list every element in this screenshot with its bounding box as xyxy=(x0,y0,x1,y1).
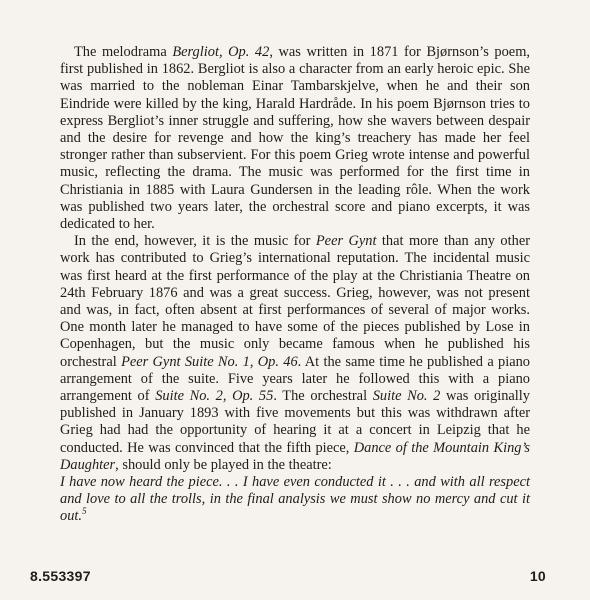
italic-title: Peer Gynt Suite No. 1, Op. 46 xyxy=(121,353,298,370)
italic-title: Peer Gynt xyxy=(315,233,377,250)
footnote-mark: 5 xyxy=(82,506,87,517)
italic-title: Suite No. 2 xyxy=(372,388,441,405)
paragraph-bergliot xyxy=(60,44,530,233)
italic-title: Dance of the Mountain King’s Daughter xyxy=(60,439,530,473)
paragraph-peer-gynt xyxy=(60,233,530,474)
italic-title: Suite No. 2, Op. 55 xyxy=(155,388,274,405)
text-run: , was written in 1871 for Bjørnson’s poem, first published in 1862. Bergliot is also a character from an early heroic epic. She was married to the nobleman Einar Tambarskjelve, when he and their son Eindride were killed by the king, Harald Hardråde. In his poem Bjørnson tries to express Bergliot’s inner struggle and suffering, how she wavers between despair and the desire for revenge and how the king’s treachery has made her feel stronger rather than subservient. For this poem Grieg wrote intense and powerful music, reflecting the drama. The music was performed for the first time in Christiania in 1885 with Laura Gundersen in the leading rôle. When the work was published two years later, the orchestral score and piano excerpts, it was dedicated to her. xyxy=(60,44,530,233)
text-run: The melodrama xyxy=(74,44,173,60)
body-text xyxy=(60,44,530,526)
text-run: . At the same time he published a piano arrangement of the suite. Five years later he followed this with a piano arrangement of xyxy=(60,353,530,405)
italic-title: Bergliot, Op. 42 xyxy=(172,44,270,60)
text-run: . The orchestral xyxy=(273,388,373,405)
grieg-quote xyxy=(60,474,530,526)
page-number: 10 xyxy=(529,568,546,584)
text-run: , should only be played in the theatre: xyxy=(115,456,332,473)
text-run: that more than any other work has contributed to Grieg’s international reputation. The incidental music was first heard at the first performance of the play at the Christiania Theatre on 24th February 1876 and was a great success. Grieg, however, was not present and was, in fact, often absent at first performances of several of major works. One month later he managed to have some of the pieces published by Lose in Copenhagen, but the music only became famous when he published his orchestral xyxy=(60,233,530,370)
text-run: In the end, however, it is the music for xyxy=(74,233,316,250)
catalog-number: 8.553397 xyxy=(30,568,91,584)
text-run: was originally published in January 1893 with five movements but this was withdrawn after Grieg had had the opportunity of hearing it at a concert in Leipzig that he conducted. He was convinced that the fifth piece, xyxy=(60,388,530,456)
quote-text: I have now heard the piece. . . I have even conducted it . . . and with all respect and love to all the trolls, in the final analysis we must show no mercy and cut it out. xyxy=(60,474,530,525)
